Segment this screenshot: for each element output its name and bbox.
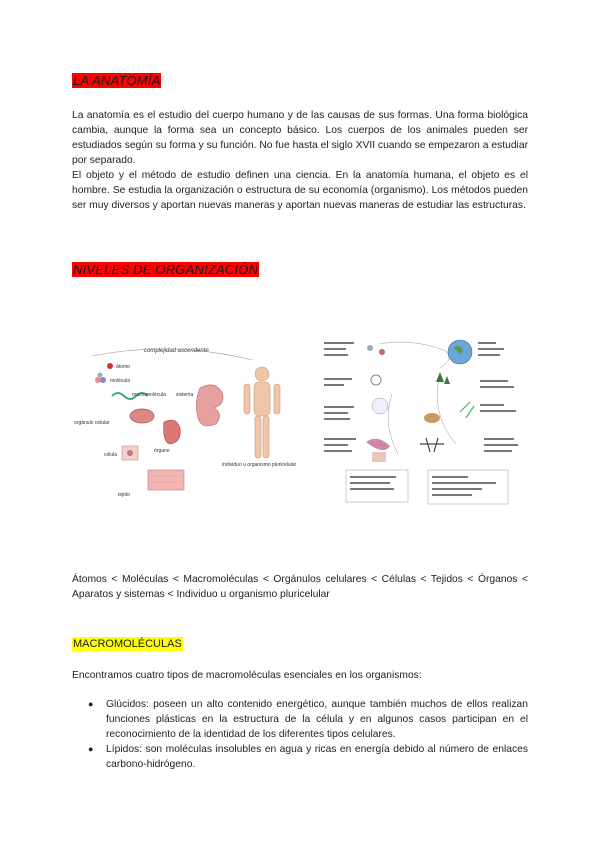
figure-header: complejidad ascendente — [144, 348, 209, 354]
tissue-icon — [148, 470, 184, 490]
macromolecules-heading: MACROMOLÉCULAS — [73, 638, 182, 650]
organelle-icon — [130, 409, 154, 423]
atom-icon — [107, 363, 113, 369]
label-cell: célula — [104, 452, 118, 458]
system-icon — [196, 385, 223, 426]
anatomy-paragraph-1: La anatomía es el estudio del cuerpo humano y de las causas de sus formas. Una forma biológica cambia, aunque la forma sea un concepto básico. Los cuerpos de los animales pueden ser estudiados según su forma y su función. No fue hasta el siglo XVII cuando se empezaron a estudiar por separado. — [72, 110, 528, 166]
list-item — [88, 742, 528, 772]
anatomy-heading: LA ANATOMÍA — [73, 73, 161, 88]
organization-levels-figure — [72, 338, 300, 506]
organ-icon — [164, 420, 181, 444]
bullet-icon: ● — [88, 744, 94, 754]
label-atom: átomo — [116, 364, 130, 370]
list-item — [88, 697, 528, 742]
animal-icon — [424, 413, 440, 423]
biological-levels-chart — [320, 334, 530, 512]
label-system: sistema — [176, 392, 194, 398]
anatomy-paragraph-2: El objeto y el método de estudio definen una ciencia. En la anatomía humana, el objeto es el hombre. Se estudia la organización o estructura de su economía (organismo). Los métodos pueden ser muy diversos y aportan nuevas maneras y aportan nuevas maneras de estudiar las estructuras. — [72, 170, 528, 211]
bullet-icon: ● — [88, 699, 94, 709]
list-item-lipidos: Lípidos: son moléculas insolubles en agua y ricas en energía debido al número de enlaces carbono-hidrógeno. — [106, 744, 528, 770]
macromolecules-intro: Encontramos cuatro tipos de macromoléculas esenciales en los organismos: — [72, 670, 422, 681]
insect-icon — [420, 438, 444, 452]
individual-icon — [244, 367, 280, 458]
label-tissue: tejido — [118, 492, 130, 498]
label-organelle: orgánulo celular — [74, 420, 110, 426]
list-item-glucidos: Glúcidos: poseen un alto contenido energético, aunque también muchos de ellos realizan funciones plásticas en la estructura de la célula y en algunos casos participan en el reconocimiento de la identidad de los diferentes tipos celulares. — [106, 699, 528, 740]
label-macromolecule: macromolécula — [132, 392, 166, 398]
macromolecules-list — [88, 697, 528, 772]
organization-sequence: Átomos < Moléculas < Macromoléculas < Orgánulos celulares < Células < Tejidos < Órganos < Aparatos y sistemas < Individuo u organismo pluricelular — [72, 574, 528, 600]
atom-node — [367, 345, 373, 351]
levels-heading: NIVELES DE ORGANIZACIÓN — [73, 262, 259, 277]
cell-node — [372, 398, 388, 414]
label-organ: órgano — [154, 448, 170, 454]
label-molecule: molécula — [110, 378, 131, 384]
label-individual: individuo u organismo pluricelular — [222, 462, 297, 468]
